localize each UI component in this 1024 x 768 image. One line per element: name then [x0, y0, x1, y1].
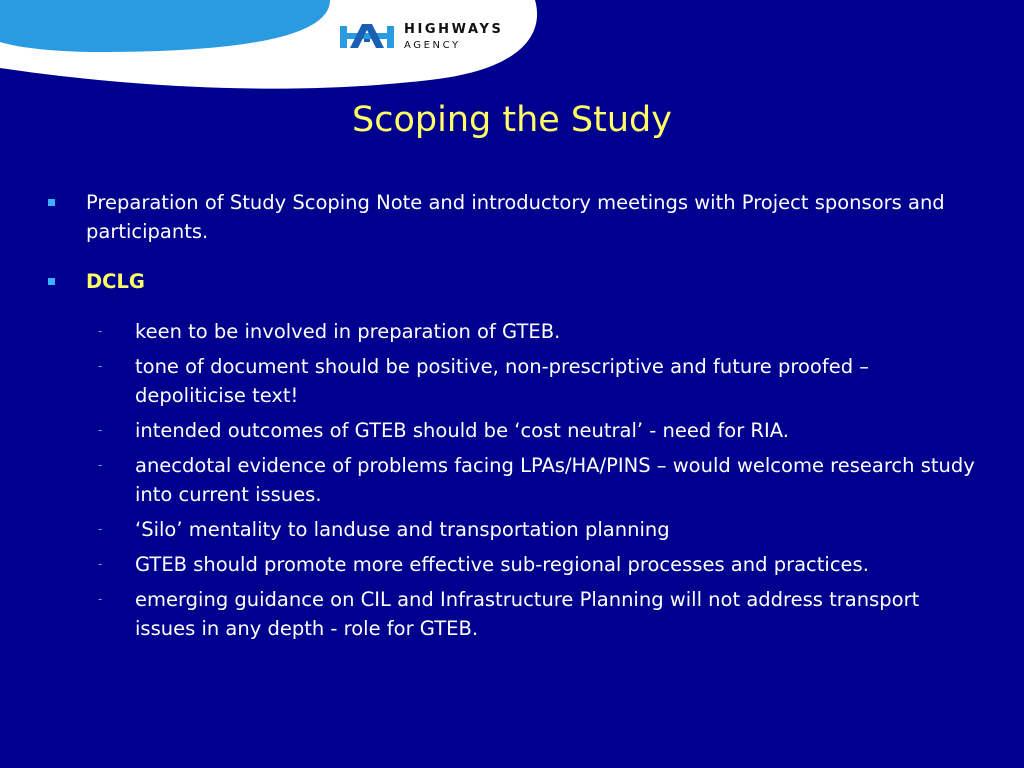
slide-title: Scoping the Study	[352, 100, 672, 140]
sub-bullet-text: emerging guidance on CIL and Infrastructure Planning will not address transport issues in any depth - role for GTEB.	[135, 588, 920, 640]
dash-bullet-icon: -	[98, 324, 103, 338]
dash-bullet-icon: -	[98, 592, 103, 606]
logo-word-agency: AGENCY	[404, 40, 461, 51]
sub-bullet-text: keen to be involved in preparation of GTEB.	[135, 320, 561, 343]
sub-bullet-text: anecdotal evidence of problems facing LPAs/HA/PINS – would welcome research study into current issues.	[135, 454, 975, 506]
logo-word-highways: HIGHWAYS	[404, 22, 504, 37]
highways-agency-logo	[338, 18, 528, 58]
dash-bullet-icon: -	[98, 522, 103, 536]
bullet-item	[86, 188, 996, 246]
square-bullet-icon	[48, 278, 55, 285]
bullet-text: Preparation of Study Scoping Note and introductory meetings with Project sponsors and participants.	[86, 191, 945, 243]
sub-bullet-item	[98, 550, 985, 579]
sub-bullet-item	[98, 416, 985, 445]
square-bullet-icon	[48, 199, 55, 206]
bullet-text: DCLG	[86, 270, 145, 293]
dash-bullet-icon: -	[98, 458, 103, 472]
highways-agency-logo-icon	[338, 20, 396, 52]
sub-bullet-text: intended outcomes of GTEB should be ‘cost neutral’ - need for RIA.	[135, 419, 789, 442]
sub-bullet-item	[98, 352, 985, 410]
sub-bullet-text: tone of document should be positive, non-prescriptive and future proofed – depoliticise text!	[135, 355, 870, 407]
sub-bullet-item	[98, 515, 985, 544]
sub-bullet-item	[98, 585, 985, 643]
sub-bullet-text: GTEB should promote more effective sub-regional processes and practices.	[135, 553, 869, 576]
dash-bullet-icon: -	[98, 423, 103, 437]
sub-bullet-text: ‘Silo’ mentality to landuse and transportation planning	[135, 518, 670, 541]
dash-bullet-icon: -	[98, 359, 103, 373]
bullet-item-heading	[86, 267, 996, 296]
dash-bullet-icon: -	[98, 557, 103, 571]
sub-bullet-item	[98, 451, 985, 509]
sub-bullet-item	[98, 317, 985, 346]
